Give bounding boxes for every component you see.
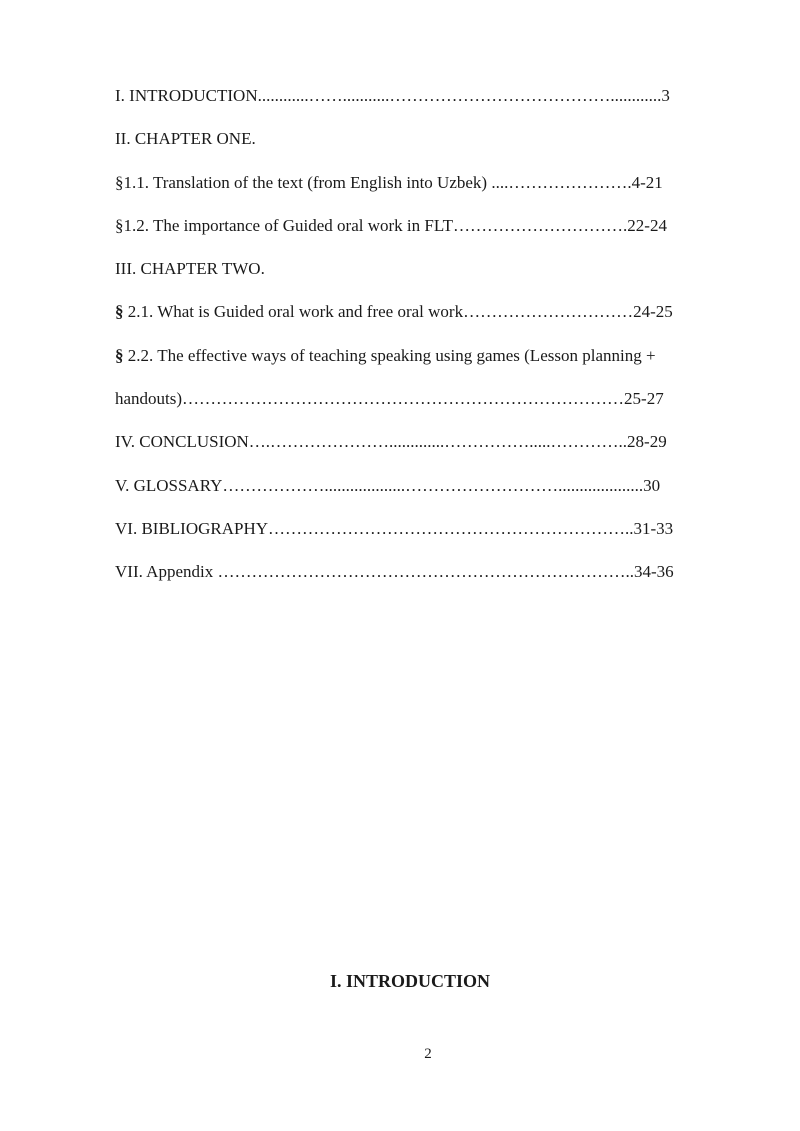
toc-entry-introduction xyxy=(115,74,745,117)
toc-entry-text: III. CHAPTER TWO. xyxy=(115,259,265,279)
page-number: 2 xyxy=(424,1046,432,1062)
toc-entry-text: handouts)……………………………………………………………………25-27 xyxy=(115,389,664,409)
toc-entry-chapter-one xyxy=(115,117,745,160)
toc-entry-conclusion xyxy=(115,420,745,463)
toc-entry-section-1-2 xyxy=(115,204,745,247)
section-heading: I. INTRODUCTION xyxy=(329,971,491,991)
toc-entry-bibliography xyxy=(115,507,745,550)
toc-entry-appendix xyxy=(115,550,745,593)
toc-entry-section-2-2-continued xyxy=(115,377,745,420)
toc-entry-text: §1.1. Translation of the text (from English into Uzbek) ....………………….4-21 xyxy=(115,172,663,192)
toc-entry-text: 2.1. What is Guided oral work and free oral work…………………………24-25 xyxy=(123,302,673,322)
table-of-contents xyxy=(115,74,745,594)
toc-entry-text: VI. BIBLIOGRAPHY………………………………………………………..31-33 xyxy=(115,518,674,538)
toc-entry-text: VII. Appendix ………………………………………………………………..34-36 xyxy=(115,562,674,582)
toc-entry-section-2-2 xyxy=(115,334,745,377)
toc-entry-text: 2.2. The effective ways of teaching speaking using games (Lesson planning + xyxy=(123,345,656,365)
toc-entry-text: IV. CONCLUSION….………………….............…………….....…………..28-29 xyxy=(115,432,667,452)
toc-entry-section-2-1 xyxy=(115,290,745,333)
toc-entry-text: §1.2. The importance of Guided oral work in FLT………………………….22-24 xyxy=(115,215,667,235)
toc-entry-text: V. GLOSSARY………………...................………………………....................30 xyxy=(115,475,661,495)
section-mark: § xyxy=(115,345,124,365)
toc-entry-section-1-1 xyxy=(115,161,745,204)
section-mark: § xyxy=(115,302,124,322)
toc-entry-text: I. INTRODUCTION............……...........…………………………………............3 xyxy=(115,86,670,105)
toc-entry-chapter-two xyxy=(115,247,745,290)
toc-entry-text: II. CHAPTER ONE. xyxy=(115,129,256,149)
toc-entry-glossary xyxy=(115,464,745,507)
